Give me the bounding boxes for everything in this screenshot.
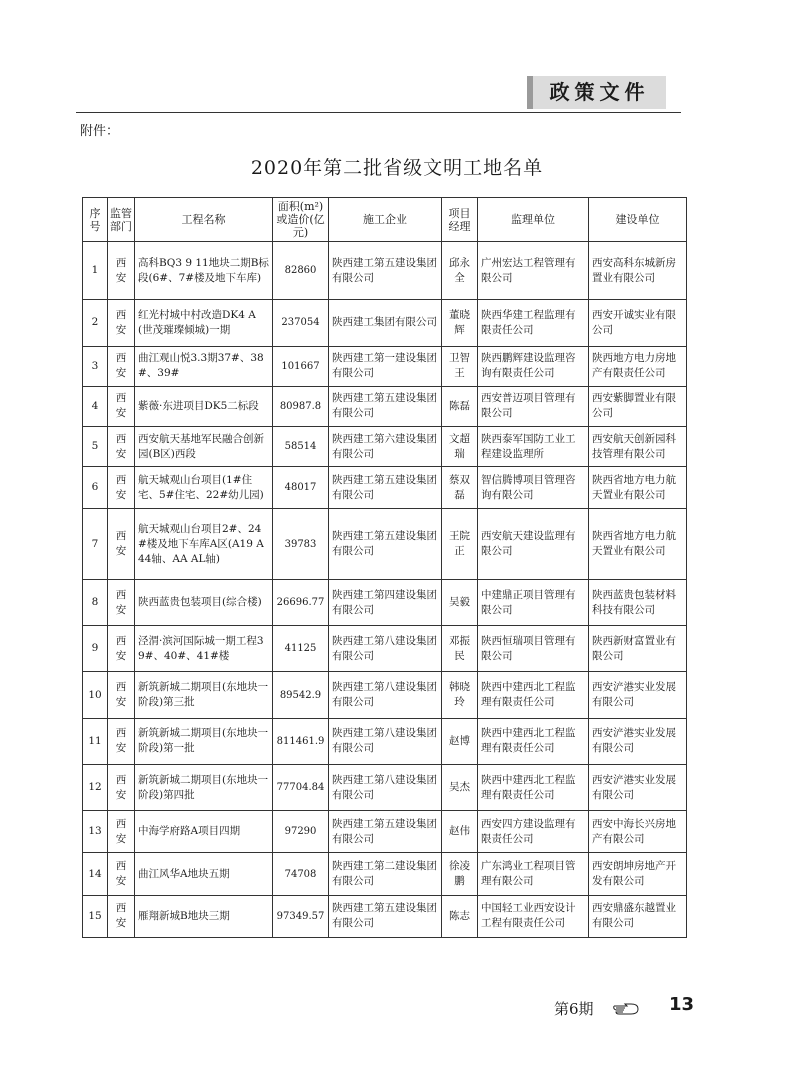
cell-owner: 西安开诚实业有限公司 xyxy=(589,300,687,346)
cell-dept: 西安 xyxy=(108,509,135,579)
cell-dept: 西安 xyxy=(108,427,135,467)
cell-dept: 西安 xyxy=(108,579,135,625)
cell-owner: 陕西新财富置业有限公司 xyxy=(589,626,687,672)
cell-owner: 西安浐港实业发展有限公司 xyxy=(589,764,687,810)
cell-project: 西安航天基地军民融合创新园(B区)西段 xyxy=(135,427,273,467)
cell-supervisor: 陕西泰军国防工业工程建设监理所 xyxy=(478,427,589,467)
cell-manager: 陈磊 xyxy=(442,386,478,426)
cell-supervisor: 智信腾博项目管理咨询有限公司 xyxy=(478,467,589,509)
header-divider xyxy=(76,112,681,113)
attachment-label: 附件： xyxy=(80,124,120,139)
cell-project: 航天城观山台项目2#、24#楼及地下车库A区(A19 A44轴、AA AL轴) xyxy=(135,509,273,579)
cell-supervisor: 陕西中建西北工程监理有限责任公司 xyxy=(478,764,589,810)
cell-area: 82860 xyxy=(273,242,329,300)
table-row xyxy=(83,626,687,672)
cell-seq: 1 xyxy=(83,242,108,300)
cell-dept: 西安 xyxy=(108,764,135,810)
cell-dept: 西安 xyxy=(108,467,135,509)
cell-dept: 西安 xyxy=(108,853,135,895)
cell-area: 80987.8 xyxy=(273,386,329,426)
cell-area: 74708 xyxy=(273,853,329,895)
cell-supervisor: 广东鸿业工程项目管理有限公司 xyxy=(478,853,589,895)
cell-manager: 韩晓玲 xyxy=(442,672,478,718)
cell-owner: 西安高科东城新房置业有限公司 xyxy=(589,242,687,300)
cell-owner: 西安浐港实业发展有限公司 xyxy=(589,672,687,718)
cell-dept: 西安 xyxy=(108,626,135,672)
table-row xyxy=(83,764,687,810)
cell-owner: 陕西蓝贵包装材料科技有限公司 xyxy=(589,579,687,625)
section-tab: 政策文件 xyxy=(527,76,666,109)
cell-seq: 13 xyxy=(83,811,108,853)
table-row xyxy=(83,346,687,386)
cell-owner: 西安航天创新园科技管理有限公司 xyxy=(589,427,687,467)
cell-area: 97290 xyxy=(273,811,329,853)
cell-dept: 西安 xyxy=(108,300,135,346)
cell-manager: 文超瑞 xyxy=(442,427,478,467)
cell-owner: 西安中海长兴房地产有限公司 xyxy=(589,811,687,853)
cell-seq: 10 xyxy=(83,672,108,718)
site-list-table xyxy=(82,197,687,938)
table-header-row xyxy=(83,198,687,242)
document-title: 2020年第二批省级文明工地名单 xyxy=(250,157,544,179)
cell-seq: 14 xyxy=(83,853,108,895)
cell-project: 曲江观山悦3.3期37#、38#、39# xyxy=(135,346,273,386)
cell-area: 101667 xyxy=(273,346,329,386)
cell-seq: 8 xyxy=(83,579,108,625)
cell-seq: 2 xyxy=(83,300,108,346)
table-row xyxy=(83,811,687,853)
cell-manager: 蔡双磊 xyxy=(442,467,478,509)
cell-area: 48017 xyxy=(273,467,329,509)
cell-seq: 12 xyxy=(83,764,108,810)
cell-supervisor: 陕西中建西北工程监理有限责任公司 xyxy=(478,718,589,764)
cell-contractor: 陕西建工第五建设集团有限公司 xyxy=(329,895,442,937)
col-header-dept: 监管部门 xyxy=(108,198,135,242)
cell-manager: 吴毅 xyxy=(442,579,478,625)
cell-supervisor: 陕西恒瑞项目管理有限公司 xyxy=(478,626,589,672)
cell-manager: 邓振民 xyxy=(442,626,478,672)
table-row xyxy=(83,427,687,467)
col-header-supervisor: 监理单位 xyxy=(478,198,589,242)
cell-project: 泾渭·滨河国际城一期工程39#、40#、41#楼 xyxy=(135,626,273,672)
table-row xyxy=(83,672,687,718)
cell-manager: 陈志 xyxy=(442,895,478,937)
cell-supervisor: 广州宏达工程管理有限公司 xyxy=(478,242,589,300)
cell-project: 紫薇·东进项目DK5二标段 xyxy=(135,386,273,426)
cell-seq: 9 xyxy=(83,626,108,672)
col-header-project: 工程名称 xyxy=(135,198,273,242)
cell-supervisor: 西安普迈项目管理有限公司 xyxy=(478,386,589,426)
cell-seq: 6 xyxy=(83,467,108,509)
cell-project: 红光村城中村改造DK4 A(世茂璀璨倾城)一期 xyxy=(135,300,273,346)
page-number: 13 xyxy=(669,994,695,1015)
cell-project: 新筑新城二期项目(东地块一阶段)第三批 xyxy=(135,672,273,718)
cell-contractor: 陕西建工集团有限公司 xyxy=(329,300,442,346)
cell-project: 新筑新城二期项目(东地块一阶段)第四批 xyxy=(135,764,273,810)
cell-contractor: 陕西建工第二建设集团有限公司 xyxy=(329,853,442,895)
table-row xyxy=(83,386,687,426)
cell-supervisor: 中建鼎正项目管理有限公司 xyxy=(478,579,589,625)
table-row xyxy=(83,853,687,895)
cell-area: 58514 xyxy=(273,427,329,467)
cell-dept: 西安 xyxy=(108,895,135,937)
cell-supervisor: 陕西鹏辉建设监理咨询有限责任公司 xyxy=(478,346,589,386)
cell-manager: 邱永全 xyxy=(442,242,478,300)
cell-dept: 西安 xyxy=(108,811,135,853)
cell-area: 89542.9 xyxy=(273,672,329,718)
cell-owner: 西安朗坤房地产开发有限公司 xyxy=(589,853,687,895)
cell-contractor: 陕西建工第八建设集团有限公司 xyxy=(329,764,442,810)
cell-area: 26696.77 xyxy=(273,579,329,625)
cell-contractor: 陕西建工第八建设集团有限公司 xyxy=(329,672,442,718)
col-header-area: 面积(m²)或造价(亿元) xyxy=(273,198,329,242)
cell-contractor: 陕西建工第一建设集团有限公司 xyxy=(329,346,442,386)
cell-dept: 西安 xyxy=(108,386,135,426)
cell-supervisor: 西安航天建设监理有限公司 xyxy=(478,509,589,579)
cell-area: 39783 xyxy=(273,509,329,579)
cell-owner: 陕西地方电力房地产有限责任公司 xyxy=(589,346,687,386)
cell-project: 陕西蓝贵包装项目(综合楼) xyxy=(135,579,273,625)
col-header-seq: 序号 xyxy=(83,198,108,242)
cell-owner: 陕西省地方电力航天置业有限公司 xyxy=(589,509,687,579)
cell-seq: 15 xyxy=(83,895,108,937)
cell-dept: 西安 xyxy=(108,346,135,386)
cell-supervisor: 西安四方建设监理有限责任公司 xyxy=(478,811,589,853)
cell-contractor: 陕西建工第六建设集团有限公司 xyxy=(329,427,442,467)
cell-area: 77704.84 xyxy=(273,764,329,810)
cell-area: 237054 xyxy=(273,300,329,346)
cell-seq: 11 xyxy=(83,718,108,764)
table-row xyxy=(83,718,687,764)
cell-manager: 董晓辉 xyxy=(442,300,478,346)
cell-seq: 5 xyxy=(83,427,108,467)
cell-dept: 西安 xyxy=(108,718,135,764)
pointing-hand-icon xyxy=(613,1003,639,1015)
cell-contractor: 陕西建工第八建设集团有限公司 xyxy=(329,718,442,764)
cell-project: 中海学府路A项目四期 xyxy=(135,811,273,853)
cell-dept: 西安 xyxy=(108,672,135,718)
cell-seq: 7 xyxy=(83,509,108,579)
cell-contractor: 陕西建工第五建设集团有限公司 xyxy=(329,242,442,300)
cell-contractor: 陕西建工第五建设集团有限公司 xyxy=(329,811,442,853)
cell-project: 新筑新城二期项目(东地块一阶段)第一批 xyxy=(135,718,273,764)
table-row xyxy=(83,467,687,509)
cell-manager: 赵伟 xyxy=(442,811,478,853)
table-row xyxy=(83,242,687,300)
cell-owner: 陕西省地方电力航天置业有限公司 xyxy=(589,467,687,509)
cell-contractor: 陕西建工第五建设集团有限公司 xyxy=(329,509,442,579)
col-header-contractor: 施工企业 xyxy=(329,198,442,242)
cell-project: 雁翔新城B地块三期 xyxy=(135,895,273,937)
cell-owner: 西安紫脚置业有限公司 xyxy=(589,386,687,426)
cell-supervisor: 陕西华建工程监理有限责任公司 xyxy=(478,300,589,346)
cell-contractor: 陕西建工第五建设集团有限公司 xyxy=(329,467,442,509)
cell-manager: 吴杰 xyxy=(442,764,478,810)
table-row xyxy=(83,509,687,579)
table-row xyxy=(83,300,687,346)
cell-contractor: 陕西建工第五建设集团有限公司 xyxy=(329,386,442,426)
cell-seq: 3 xyxy=(83,346,108,386)
table-row xyxy=(83,579,687,625)
cell-supervisor: 中国轻工业西安设计工程有限责任公司 xyxy=(478,895,589,937)
col-header-owner: 建设单位 xyxy=(589,198,687,242)
cell-area: 97349.57 xyxy=(273,895,329,937)
cell-manager: 赵博 xyxy=(442,718,478,764)
cell-owner: 西安鼎盛东越置业有限公司 xyxy=(589,895,687,937)
cell-supervisor: 陕西中建西北工程监理有限责任公司 xyxy=(478,672,589,718)
col-header-manager: 项目经理 xyxy=(442,198,478,242)
cell-area: 811461.9 xyxy=(273,718,329,764)
cell-contractor: 陕西建工第八建设集团有限公司 xyxy=(329,626,442,672)
table-row xyxy=(83,895,687,937)
issue-label: 第6期 xyxy=(554,1000,594,1018)
cell-project: 航天城观山台项目(1#住宅、5#住宅、22#幼儿园) xyxy=(135,467,273,509)
cell-owner: 西安浐港实业发展有限公司 xyxy=(589,718,687,764)
cell-seq: 4 xyxy=(83,386,108,426)
cell-project: 高科BQ3 9 11地块二期B标段(6#、7#楼及地下车库) xyxy=(135,242,273,300)
cell-contractor: 陕西建工第四建设集团有限公司 xyxy=(329,579,442,625)
cell-manager: 王院正 xyxy=(442,509,478,579)
cell-manager: 卫智王 xyxy=(442,346,478,386)
cell-project: 曲江风华A地块五期 xyxy=(135,853,273,895)
cell-manager: 徐凌鹏 xyxy=(442,853,478,895)
cell-dept: 西安 xyxy=(108,242,135,300)
cell-area: 41125 xyxy=(273,626,329,672)
